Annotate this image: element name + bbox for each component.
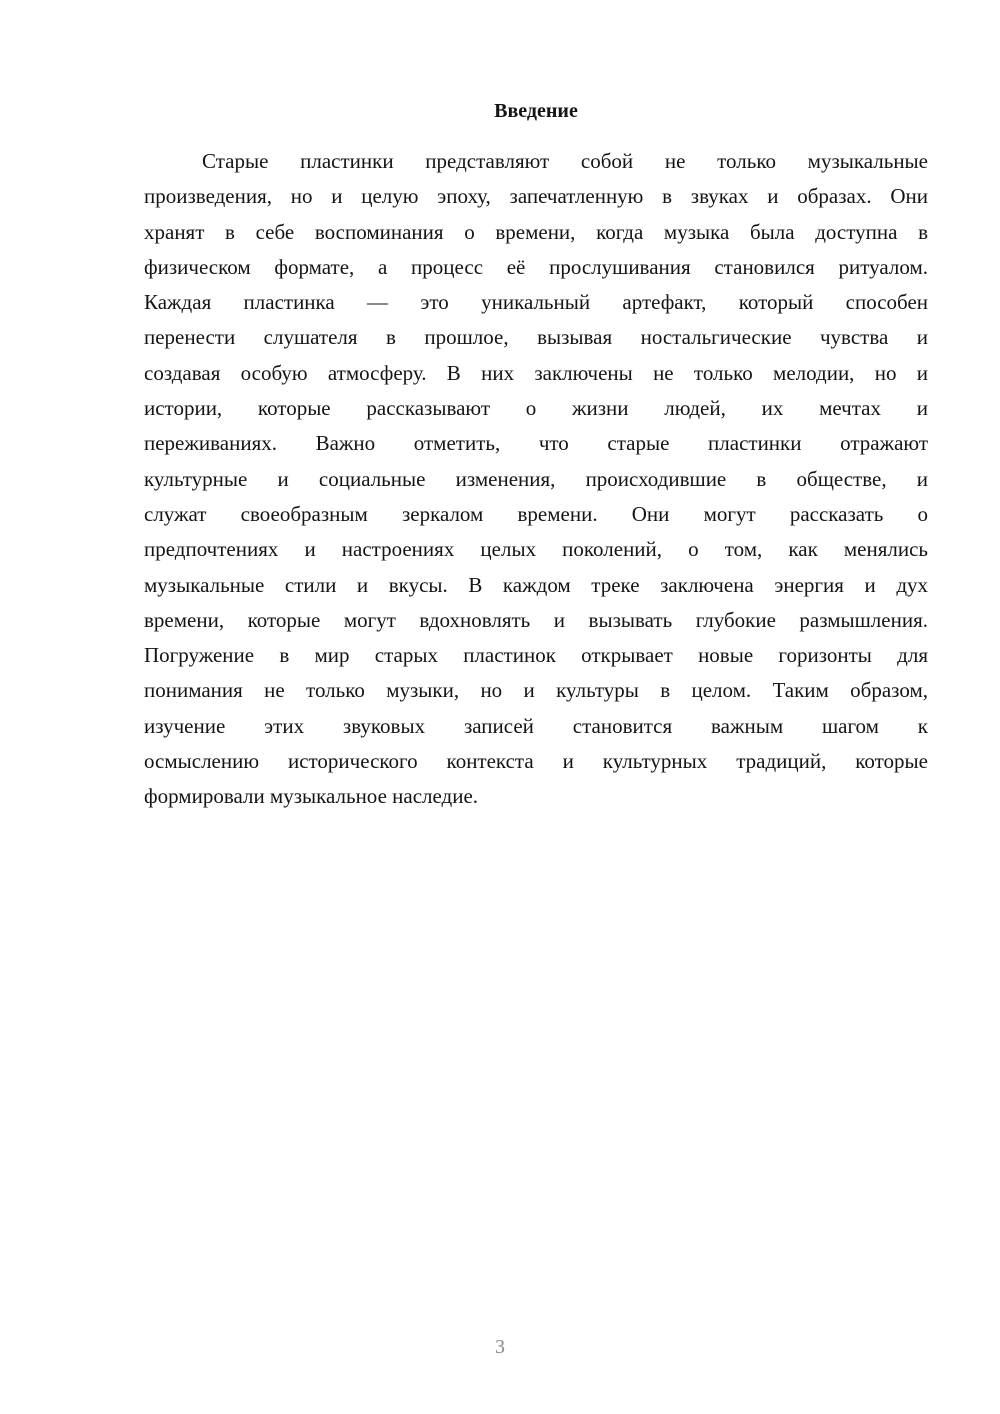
- paragraph-line: Старые пластинки представляют собой не только музыкальные: [202, 149, 928, 173]
- paragraph-line: физическом формате, а процесс её прослушивания становился ритуалом.: [144, 254, 928, 279]
- intro-paragraph: [144, 144, 928, 815]
- section-heading: Введение: [494, 100, 578, 122]
- paragraph-line: формировали музыкальное наследие.: [144, 784, 479, 809]
- paragraph-line: осмыслению исторического контекста и культурных традиций, которые: [144, 749, 928, 774]
- paragraph-line: служат своеобразным зеркалом времени. Они могут рассказать о: [144, 501, 928, 526]
- paragraph-line: произведения, но и целую эпоху, запечатленную в звуках и образах. Они: [144, 184, 928, 209]
- paragraph-line: создавая особую атмосферу. В них заключены не только мелодии, но и: [144, 360, 928, 385]
- paragraph-line: изучение этих звуковых записей становится важным шагом к: [144, 713, 928, 738]
- paragraph-line: истории, которые рассказывают о жизни людей, их мечтах и: [144, 396, 928, 421]
- paragraph-line: Погружение в мир старых пластинок открывает новые горизонты для: [144, 643, 928, 668]
- paragraph-line: Каждая пластинка — это уникальный артефакт, который способен: [144, 290, 928, 315]
- page-number: 3: [495, 1336, 505, 1358]
- paragraph-line: понимания не только музыки, но и культуры в целом. Таким образом,: [144, 678, 928, 703]
- paragraph-line: времени, которые могут вдохновлять и вызывать глубокие размышления.: [144, 607, 928, 632]
- paragraph-line: переживаниях. Важно отметить, что старые пластинки отражают: [144, 431, 928, 456]
- paragraph-line: хранят в себе воспоминания о времени, когда музыка была доступна в: [144, 219, 928, 244]
- paragraph-line: перенести слушателя в прошлое, вызывая ностальгические чувства и: [144, 325, 928, 350]
- paragraph-line: культурные и социальные изменения, происходившие в обществе, и: [144, 466, 928, 491]
- paragraph-line: музыкальные стили и вкусы. В каждом треке заключена энергия и дух: [144, 572, 928, 597]
- paragraph-line: предпочтениях и настроениях целых поколений, о том, как менялись: [144, 537, 928, 562]
